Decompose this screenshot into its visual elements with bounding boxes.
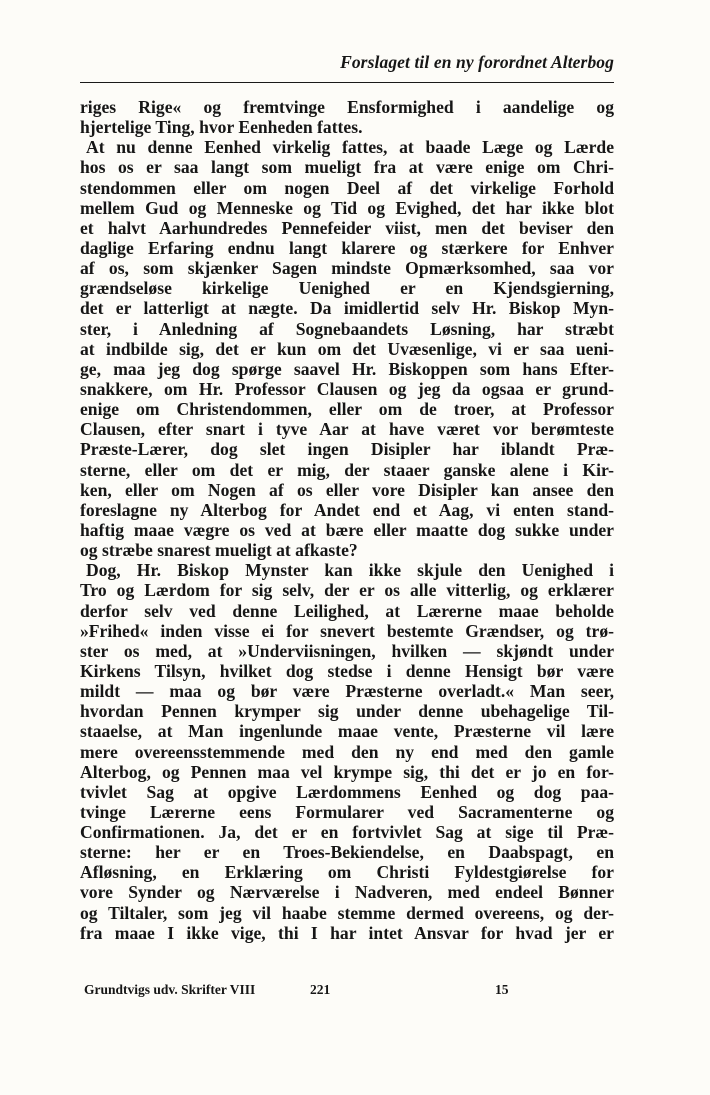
text-line: derfor selv ved denne Leilighed, at Lærerne maae beholde: [80, 600, 614, 621]
text-line: og Tiltaler, som jeg vil haabe stemme dermed overeens, og der-: [80, 902, 614, 923]
text-line: hjertelige Ting, hvor Eenheden fattes.: [80, 117, 363, 138]
sheet-number: 15: [495, 982, 509, 997]
text-line: tvinge Lærerne eens Formularer ved Sacramenterne og: [80, 801, 614, 822]
text-line: At nu denne Eenhed virkelig fattes, at baade Læge og Lærde: [86, 137, 614, 158]
running-head: Forslaget til en ny forordnet Alterbog: [340, 52, 614, 72]
text-line: et halvt Aarhundredes Pennefeider viist, men det beviser den: [80, 217, 614, 238]
text-line: mildt — maa og bør være Præsterne overladt.« Man seer,: [80, 681, 614, 702]
text-line: af os, som skjænker Sagen mindste Opmærksomhed, saa vor: [80, 258, 614, 279]
text-line: mere overeensstemmende med den ny end med den gamle: [80, 741, 614, 762]
text-line: ge, maa jeg dog spørge saavel Hr. Biskoppen som hans Efter-: [80, 358, 614, 379]
text-line: staaelse, at Man ingenlunde maae vente, Præsterne vil lære: [80, 721, 614, 742]
text-line: Alterbog, og Pennen maa vel krympe sig, thi det er jo en for-: [80, 761, 614, 782]
text-line: sterne: her er en Troes-Bekiendelse, en Daabspagt, en: [80, 842, 614, 863]
text-line: Clausen, efter snart i tyve Aar at have været vor berømteste: [80, 419, 614, 440]
text-line: stendommen eller om nogen Deel af det virkelige Forhold: [80, 177, 614, 198]
text-line: vore Synder og Nærværelse i Nadveren, med endeel Bønner: [80, 882, 614, 903]
text-line: ken, eller om Nogen af os eller vore Disipler kan ansee den: [80, 479, 614, 500]
footer-source: Grundtvigs udv. Skrifter VIII: [84, 982, 256, 997]
text-line: foreslagne ny Alterbog for Andet end et Aag, vi enten stand-: [80, 499, 614, 520]
text-line: mellem Gud og Menneske og Tid og Evighed, det har ikke blot: [80, 197, 614, 218]
text-line: snakkere, om Hr. Professor Clausen og jeg da ogsaa er grund-: [80, 378, 614, 399]
text-line: Afløsning, en Erklæring om Christi Fyldestgiørelse for: [80, 862, 614, 883]
text-line: riges Rige« og fremtvinge Ensformighed i aandelige og: [80, 97, 614, 117]
text-line: ster, i Anledning af Sognebaandets Løsning, har stræbt: [80, 318, 614, 339]
text-line: Præste-Lærer, dog slet ingen Disipler har iblandt Præ-: [80, 439, 614, 460]
text-line: enige om Christendommen, eller om de troer, at Professor: [80, 399, 614, 420]
text-line: hos os er saa langt som mueligt fra at være enige om Chri-: [80, 157, 614, 178]
text-line: Kirkens Tilsyn, hvilket dog stedse i denne Hensigt bør være: [80, 660, 614, 681]
header-rule: [80, 82, 614, 83]
text-line: sterne, eller om det er mig, der staaer ganske alene i Kir-: [80, 459, 614, 480]
text-line: Tro og Lærdom for sig selv, der er os alle vitterlig, og erklærer: [80, 580, 614, 601]
text-line: og stræbe snarest mueligt at afkaste?: [80, 540, 358, 561]
text-line: hvordan Pennen krymper sig under denne ubehagelige Til-: [80, 701, 614, 722]
text-line: det er latterligt at nægte. Da imidlertid selv Hr. Biskop Myn-: [80, 298, 614, 319]
text-line: daglige Erfaring endnu langt klarere og stærkere for Enhver: [80, 237, 614, 258]
text-line: Dog, Hr. Biskop Mynster kan ikke skjule den Uenighed i: [86, 560, 614, 581]
text-line: Confirmationen. Ja, det er en fortvivlet Sag at sige til Præ-: [80, 822, 614, 843]
body-text: [80, 97, 614, 943]
text-line: tvivlet Sag at opgive Lærdommens Eenhed og dog paa-: [80, 781, 614, 802]
text-line: haftig maae vægre os ved at bære eller maatte dog sukke under: [80, 519, 614, 540]
text-line: »Frihed« inden visse ei for snevert bestemte Grændser, og trø-: [80, 620, 614, 641]
text-line: grændseløse kirkelige Uenighed er en Kjendsgierning,: [80, 278, 614, 299]
text-line: ster os med, at »Underviisningen, hvilken — skjøndt under: [80, 640, 614, 661]
text-line: at indbilde sig, det er kun om det Uvæsenlige, vi er saa ueni-: [80, 338, 614, 359]
page-number: 221: [310, 982, 331, 997]
text-line: fra maae I ikke vige, thi I har intet Ansvar for hvad jer er: [80, 922, 614, 943]
